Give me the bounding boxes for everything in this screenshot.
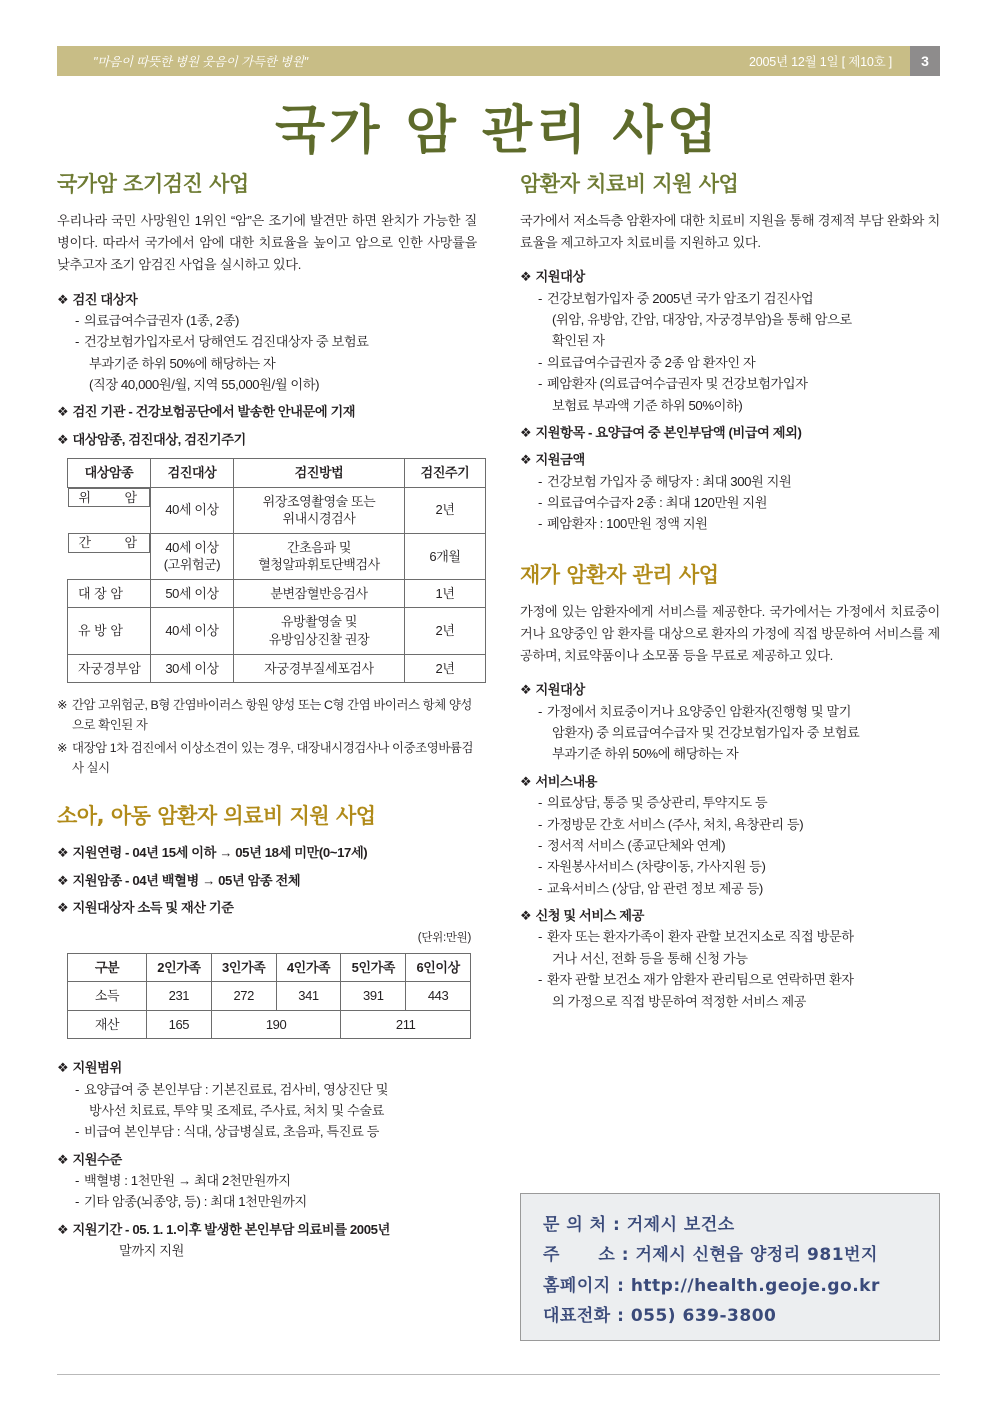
diamond-bullet-icon: ❖ <box>520 908 532 924</box>
cell-cancer-type: 유 방 암 <box>68 608 151 654</box>
child-cancer-type-row <box>57 870 477 891</box>
treatment-target-item-1-text: 건강보험가입자 중 2005년 국가 암조기 검진사업 <box>547 290 814 306</box>
screening-note-2-text: 대장암 1차 검진에서 이상소견이 있는 경우, 대장내시경검사나 이중조영바륨검사 실시 <box>71 740 474 775</box>
cell-target: 40세 이상 <box>151 487 234 533</box>
cell-target: 30세 이상 <box>151 654 234 683</box>
cell-cycle: 2년 <box>405 608 486 654</box>
screening-target-label: 검진 대상자 <box>72 291 138 307</box>
child-level-item-2-text: 기타 암종(뇌종양, 등) : 최대 1천만원까지 <box>84 1194 307 1210</box>
page-number-badge: 3 <box>910 46 940 76</box>
section-title-early-screening: 국가암 조기검진 사업 <box>57 172 249 196</box>
page-title: 국가 암 관리 사업 <box>275 101 721 161</box>
col-header-method: 검진방법 <box>234 459 405 488</box>
screening-target-item-2-text: 건강보험가입자로서 당해연도 검진대상자 중 보험료 <box>84 334 369 350</box>
cell-cancer-type: 대 장 암 <box>68 579 151 608</box>
header-slogan: "마음이 따뜻한 병원 웃음이 가득한 병원" <box>93 55 308 69</box>
section-title-treatment-support: 암환자 치료비 지원 사업 <box>520 172 739 196</box>
cell-income-2: 231 <box>147 982 212 1011</box>
child-income-heading <box>57 897 477 918</box>
screening-institution-heading <box>57 401 477 422</box>
home-care-apply-item-2 <box>538 969 940 990</box>
home-care-target-label: 지원대상 <box>535 682 585 698</box>
early-screening-intro: 우리나라 국민 사망원인 1위인 “암”은 조기에 발견만 하면 완치가 가능한 질병이다. 따라서 국가에서 암에 대한 치료율을 높이고 암으로 인한 사망률을 낮추고자 조기 암검진 사업을 실시하고 있다. <box>57 213 477 273</box>
home-care-target-item-1-sub2: 부과기준 하위 50%에 해당하는 자 <box>552 746 739 762</box>
treatment-target-item-2-text: 의료급여수급권자 중 2종 암 환자인 자 <box>547 354 756 370</box>
home-care-service-label: 서비스내용 <box>535 773 598 789</box>
cell-target: 50세 이상 <box>151 579 234 608</box>
contact-office: 문 의 처 : 거제시 보건소 <box>543 1215 735 1235</box>
row-label-asset: 재산 <box>68 1010 147 1039</box>
table-row <box>68 654 486 683</box>
cell-income-3: 272 <box>211 982 276 1011</box>
home-care-service-item-3-text: 정서적 서비스 (종교단체와 연계) <box>547 837 726 853</box>
dash-icon: - <box>538 837 542 853</box>
treatment-amount-item-1-text: 건강보험 가입자 중 해당자 : 최대 300원 지원 <box>547 473 792 489</box>
cell-income-6: 443 <box>406 982 471 1011</box>
contact-phone: 대표전화 : 055) 639-3800 <box>543 1305 777 1326</box>
screening-target-item-2 <box>75 331 477 352</box>
col-header-target: 검진대상 <box>151 459 234 488</box>
contact-box <box>520 1193 940 1341</box>
cell-income-4: 341 <box>276 982 341 1011</box>
col-header-6person: 6인이상 <box>406 953 471 982</box>
diamond-bullet-icon: ❖ <box>520 773 532 789</box>
screening-institution-label: 검진 기관 - 건강보험공단에서 발송한 안내문에 기재 <box>72 404 356 420</box>
income-table-unit-note: (단위:만원) <box>417 931 471 944</box>
treatment-target-item-3-sub: 보험료 부과액 기준 하위 50%이하) <box>552 397 743 413</box>
child-level-item-2 <box>75 1191 477 1212</box>
home-care-service-item-4 <box>538 856 940 877</box>
diamond-bullet-icon: ❖ <box>57 900 69 916</box>
home-care-apply-label: 신청 및 서비스 제공 <box>535 908 644 924</box>
home-care-service-heading <box>520 771 940 792</box>
table-row <box>68 982 471 1011</box>
left-column <box>57 168 477 1262</box>
treatment-target-item-1-sub1: (위암, 유방암, 간암, 대장암, 자궁경부암)을 통해 암으로 <box>552 312 852 328</box>
screening-target-heading <box>57 289 477 310</box>
treatment-target-item-1 <box>538 288 940 309</box>
treatment-target-heading <box>520 266 940 287</box>
cell-asset-1: 165 <box>147 1010 212 1039</box>
section-title-child-support: 소아, 아동 암환자 의료비 지원 사업 <box>57 804 376 829</box>
cell-target: 40세 이상 (고위험군) <box>151 533 234 579</box>
home-care-apply-heading <box>520 905 940 926</box>
screening-target-item-2-sub1: 부과기준 하위 50%에 해당하는 자 <box>89 355 276 371</box>
cell-asset-2: 190 <box>211 1010 341 1039</box>
screening-note-2 <box>57 739 477 779</box>
diamond-bullet-icon: ❖ <box>57 431 69 447</box>
home-care-service-item-3 <box>538 835 940 856</box>
child-level-item-1 <box>75 1170 477 1191</box>
table-row <box>68 533 486 579</box>
diamond-bullet-icon: ❖ <box>57 404 69 420</box>
treatment-target-item-2 <box>538 352 940 373</box>
home-care-target-item-1 <box>538 701 940 722</box>
diamond-bullet-icon: ❖ <box>520 682 532 698</box>
cell-cancer-type: 자궁경부암 <box>68 654 151 683</box>
child-scope-item-1-sub: 방사선 치료료, 투약 및 조제료, 주사료, 처치 및 수술료 <box>89 1102 385 1118</box>
treatment-amount-item-2 <box>538 492 940 513</box>
diamond-bullet-icon: ❖ <box>57 1221 69 1237</box>
cell-asset-3: 211 <box>341 1010 471 1039</box>
dash-icon: - <box>75 1124 79 1140</box>
header-issue: 2005년 12월 1일 [ 제10호 ] <box>748 55 892 69</box>
home-care-service-item-2 <box>538 814 940 835</box>
child-scope-item-1 <box>75 1079 477 1100</box>
screening-note-1-text: 간암 고위험군, B형 간염바이러스 항원 양성 또는 C형 간염 바이러스 항체 양성으로 확인된 자 <box>71 698 472 732</box>
table-row <box>68 579 486 608</box>
diamond-bullet-icon: ❖ <box>520 424 532 440</box>
col-header-5person: 5인가족 <box>341 953 406 982</box>
child-level-label: 지원수준 <box>72 1151 122 1167</box>
child-scope-item-2-text: 비급여 본인부담 : 식대, 상급병실료, 초음파, 특진료 등 <box>84 1124 380 1140</box>
home-care-apply-item-2-text: 환자 관할 보건소 재가 암환자 관리팀으로 연락하면 환자 <box>547 972 854 988</box>
table-header-row <box>68 459 486 488</box>
treatment-amount-heading <box>520 449 940 470</box>
cell-method: 자궁경부질세포검사 <box>234 654 405 683</box>
dash-icon: - <box>75 1194 79 1210</box>
diamond-bullet-icon: ❖ <box>57 1151 69 1167</box>
header-bar <box>57 46 940 76</box>
child-scope-heading <box>57 1057 477 1078</box>
home-care-target-item-1-text: 가정에서 치료중이거나 요양중인 암환자(진행형 및 말기 <box>547 703 852 719</box>
dash-icon: - <box>75 334 79 350</box>
screening-table-label: 대상암종, 검진대상, 검진기주기 <box>72 431 246 447</box>
dash-icon: - <box>75 312 79 328</box>
dash-icon: - <box>538 290 542 306</box>
home-care-target-heading <box>520 679 940 700</box>
child-scope-item-2 <box>75 1121 477 1142</box>
dash-icon: - <box>75 1081 79 1097</box>
income-criteria-table <box>67 953 471 1040</box>
reference-mark-icon: ※ <box>57 740 67 755</box>
diamond-bullet-icon: ❖ <box>57 291 69 307</box>
child-period-text: 지원기간 - 05. 1. 1.이후 발생한 본인부담 의료비를 2005년 <box>72 1221 390 1237</box>
treatment-amount-item-3-text: 폐암환자 : 100만원 정액 지원 <box>547 516 708 532</box>
treatment-target-item-1-sub2: 확인된 자 <box>552 333 605 349</box>
dash-icon: - <box>538 816 542 832</box>
child-age-text: 지원연령 - 04년 15세 이하 → 05년 18세 미만(0~17세) <box>72 845 368 861</box>
home-care-service-item-1-text: 의료상담, 통증 및 증상관리, 투약지도 등 <box>547 795 768 811</box>
child-scope-label: 지원범위 <box>72 1060 122 1076</box>
table-header-row <box>68 953 471 982</box>
dash-icon: - <box>538 972 542 988</box>
treatment-target-item-3-text: 폐암환자 (의료급여수급권자 및 건강보험가입자 <box>547 376 808 392</box>
treatment-item-heading <box>520 422 940 443</box>
child-income-label: 지원대상자 소득 및 재산 기준 <box>72 900 234 916</box>
screening-table-heading <box>57 429 477 450</box>
cell-target: 40세 이상 <box>151 608 234 654</box>
dash-icon: - <box>538 929 542 945</box>
home-care-service-item-2-text: 가정방문 간호 서비스 (주사, 처치, 욕창관리 등) <box>547 816 804 832</box>
dash-icon: - <box>538 516 542 532</box>
dash-icon: - <box>538 354 542 370</box>
col-header-cycle: 검진주기 <box>405 459 486 488</box>
home-care-apply-item-1-sub: 거나 서신, 전화 등을 통해 신청 가능 <box>552 950 748 966</box>
home-care-service-item-5-text: 교육서비스 (상담, 암 관련 정보 제공 등) <box>547 880 763 896</box>
cell-cancer-type: 간 암 <box>68 533 151 553</box>
diamond-bullet-icon: ❖ <box>57 1060 69 1076</box>
table-row <box>68 608 486 654</box>
right-column <box>520 168 940 1012</box>
child-age-row <box>57 842 477 863</box>
treatment-item-text: 지원항목 - 요양급여 중 본인부담액 (비급여 제외) <box>535 424 802 440</box>
home-care-service-item-4-text: 자원봉사서비스 (차량이동, 가사지원 등) <box>547 859 766 875</box>
dash-icon: - <box>538 795 542 811</box>
diamond-bullet-icon: ❖ <box>57 872 69 888</box>
cell-cycle: 1년 <box>405 579 486 608</box>
contact-homepage[interactable]: 홈페이지 : http://health.geoje.go.kr <box>543 1275 880 1296</box>
col-header-4person: 4인가족 <box>276 953 341 982</box>
cell-cycle: 2년 <box>405 654 486 683</box>
child-period-sub: 말까지 지원 <box>119 1243 184 1259</box>
treatment-amount-item-3 <box>538 513 940 534</box>
col-header-cancer-type: 대상암종 <box>68 459 151 488</box>
cell-method: 간초음파 및 혈청알파휘토단백검사 <box>234 533 405 579</box>
table-row <box>68 487 486 533</box>
cell-cycle: 2년 <box>405 487 486 533</box>
cell-cycle: 6개월 <box>405 533 486 579</box>
treatment-target-label: 지원대상 <box>535 269 585 285</box>
child-period-heading <box>57 1219 477 1240</box>
screening-table <box>67 458 486 683</box>
dash-icon: - <box>538 376 542 392</box>
treatment-amount-item-2-text: 의료급여수급자 2종 : 최대 120만원 지원 <box>547 495 768 511</box>
col-header-3person: 3인가족 <box>211 953 276 982</box>
treatment-amount-label: 지원금액 <box>535 452 585 468</box>
section-title-home-care: 재가 암환자 관리 사업 <box>520 562 719 587</box>
table-row <box>68 1010 471 1039</box>
diamond-bullet-icon: ❖ <box>520 269 532 285</box>
row-label-income: 소득 <box>68 982 147 1011</box>
child-scope-item-1-text: 요양급여 중 본인부담 : 기본진료료, 검사비, 영상진단 및 <box>84 1081 389 1097</box>
home-care-service-item-5 <box>538 878 940 899</box>
cell-cancer-type: 위 암 <box>68 488 151 508</box>
cell-income-5: 391 <box>341 982 406 1011</box>
home-care-intro: 가정에 있는 암환자에게 서비스를 제공한다. 국가에서는 가정에서 치료중이거나 요양중인 암 환자를 대상으로 환자의 가정에 직접 방문하여 서비스를 제공하며, 치료약품이나 소모품 등을 무료로 제공하고 있다. <box>520 603 940 664</box>
treatment-target-item-3 <box>538 373 940 394</box>
reference-mark-icon: ※ <box>57 698 67 713</box>
home-care-target-item-1-sub1: 암환자) 중 의료급여수급자 및 건강보험가입자 중 보험료 <box>552 725 860 741</box>
child-level-heading <box>57 1149 477 1170</box>
dash-icon: - <box>538 703 542 719</box>
treatment-support-intro: 국가에서 저소득층 암환자에 대한 치료비 지원을 통해 경제적 부담 완화와 치료율을 제고하고자 치료비를 지원하고 있다. <box>520 213 940 251</box>
diamond-bullet-icon: ❖ <box>57 845 69 861</box>
cell-method: 유방촬영술 및 유방임상진찰 권장 <box>234 608 405 654</box>
home-care-service-item-1 <box>538 792 940 813</box>
screening-target-item-1 <box>75 310 477 331</box>
col-header-2person: 2인가족 <box>147 953 212 982</box>
dash-icon: - <box>75 1173 79 1189</box>
home-care-apply-item-2-sub: 의 가정으로 직접 방문하여 적정한 서비스 제공 <box>552 993 807 1009</box>
treatment-amount-item-1 <box>538 471 940 492</box>
cell-method: 위장조영촬영술 또는 위내시경검사 <box>234 487 405 533</box>
col-header-category: 구분 <box>68 953 147 982</box>
child-level-item-1-text: 백혈병 : 1천만원 → 최대 2천만원까지 <box>84 1173 291 1189</box>
dash-icon: - <box>538 495 542 511</box>
dash-icon: - <box>538 473 542 489</box>
child-cancer-type-text: 지원암종 - 04년 백혈병 → 05년 암종 전체 <box>72 872 301 888</box>
dash-icon: - <box>538 859 542 875</box>
screening-target-item-1-text: 의료급여수급권자 (1종, 2종) <box>84 312 240 328</box>
home-care-apply-item-1 <box>538 926 940 947</box>
contact-address: 주 소 : 거제시 신현읍 양정리 981번지 <box>543 1245 878 1266</box>
footer-divider <box>57 1374 940 1375</box>
screening-note-1 <box>57 696 477 736</box>
home-care-apply-item-1-text: 환자 또는 환자가족이 환자 관할 보건지소로 직접 방문하 <box>547 929 854 945</box>
screening-target-item-2-sub2: (직장 40,000원/월, 지역 55,000원/월 이하) <box>89 377 320 393</box>
dash-icon: - <box>538 880 542 896</box>
cell-method: 분변잠혈반응검사 <box>234 579 405 608</box>
diamond-bullet-icon: ❖ <box>520 452 532 468</box>
